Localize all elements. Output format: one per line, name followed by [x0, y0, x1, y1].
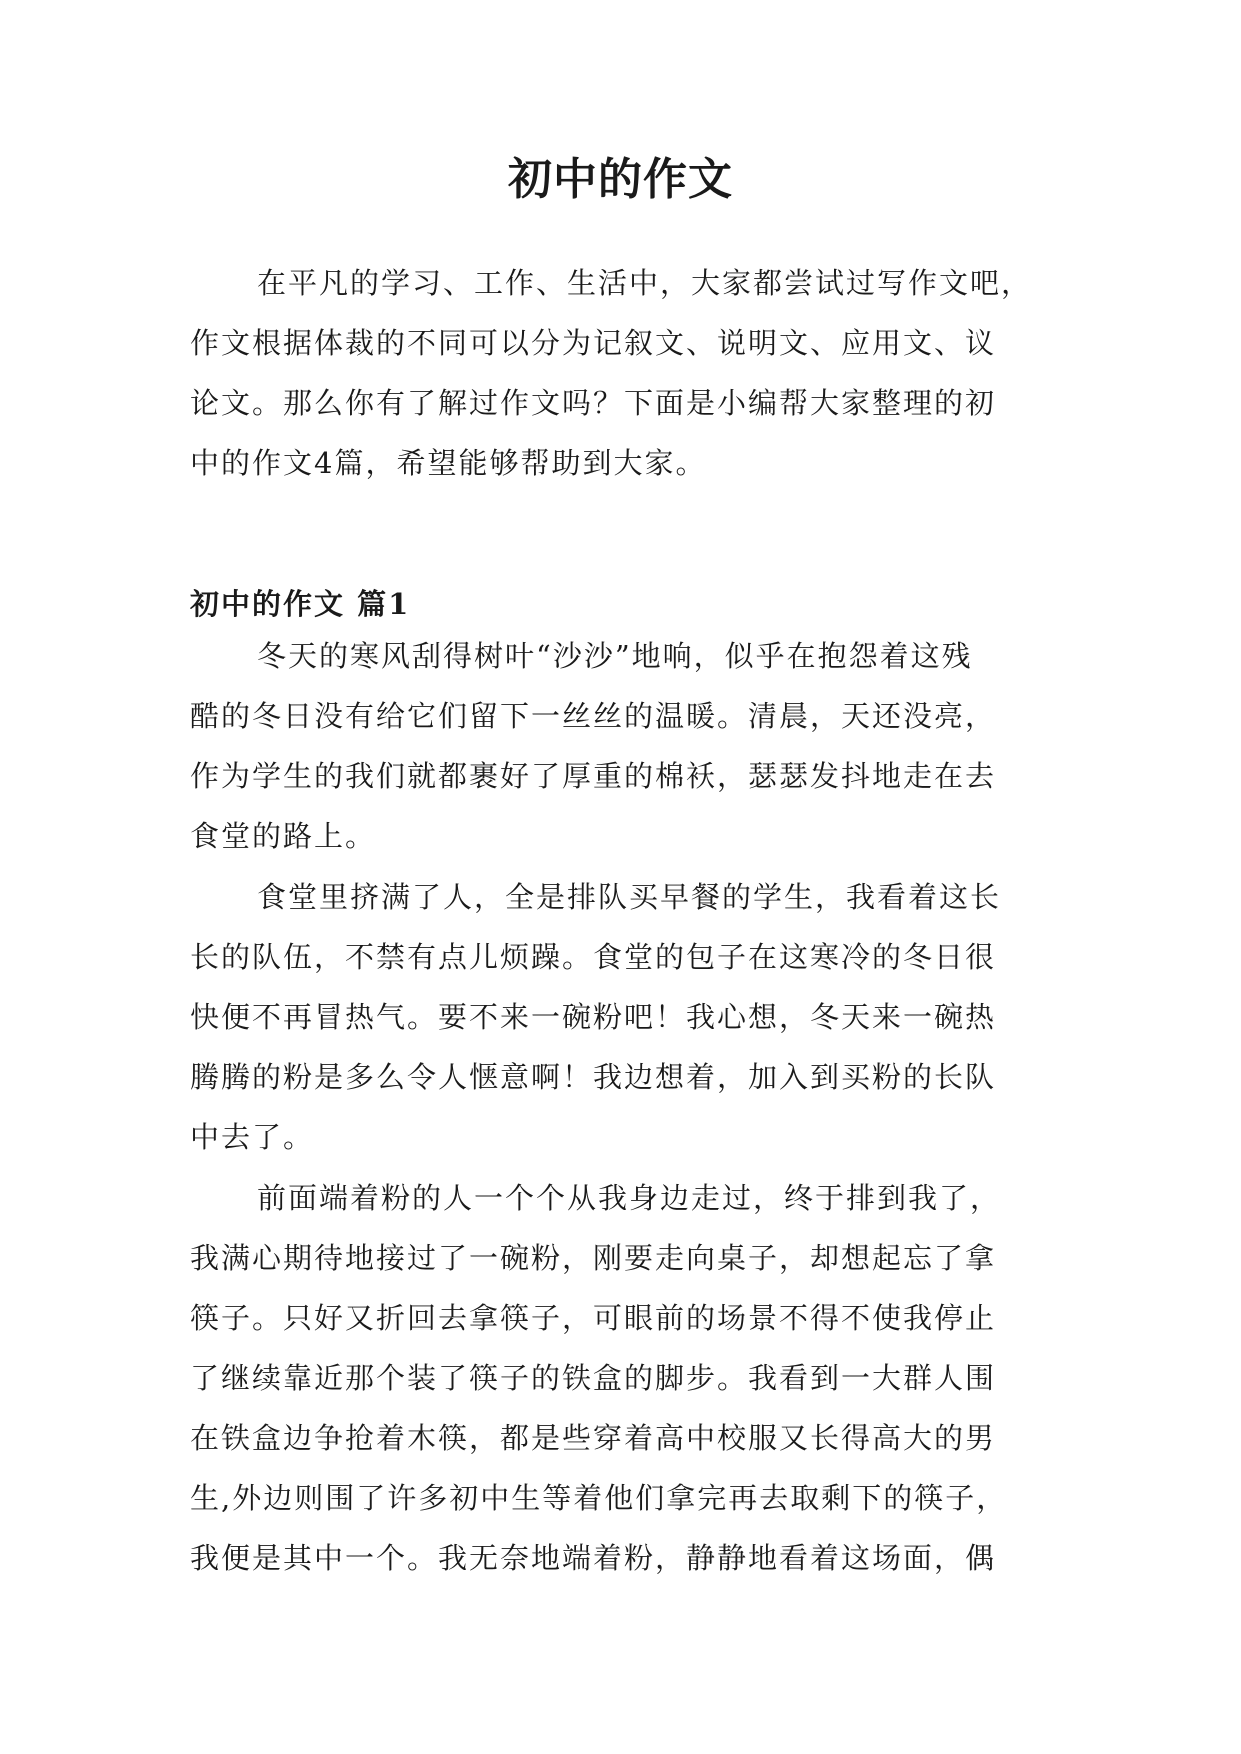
intro-line: 论文。那么你有了解过作文吗？下面是小编帮大家整理的初 — [190, 386, 997, 420]
paragraph-line: 快便不再冒热气。要不来一碗粉吧！我心想，冬天来一碗热 — [190, 1000, 997, 1034]
paragraph-line: 在铁盒边争抢着木筷，都是些穿着高中校服又长得高大的男 — [190, 1421, 997, 1455]
paragraph-line: 腾腾的粉是多么令人惬意啊！我边想着，加入到买粉的长队 — [190, 1060, 997, 1094]
intro-line: 在平凡的学习、工作、生活中，大家都尝试过写作文吧， — [257, 266, 1033, 300]
section-heading: 初中的作文 篇1 — [190, 587, 411, 621]
paragraph-line: 冬天的寒风刮得树叶“沙沙”地响，似乎在抱怨着这残 — [257, 639, 973, 673]
essay-paragraph-2 — [190, 867, 1050, 1167]
paragraph-line: 了继续靠近那个装了筷子的铁盒的脚步。我看到一大群人围 — [190, 1361, 997, 1395]
paragraph-line: 食堂里挤满了人，全是排队买早餐的学生，我看着这长 — [257, 880, 1002, 914]
intro-line: 中的作文4篇，希望能够帮助到大家。 — [190, 446, 707, 480]
document-title: 初中的作文 — [508, 154, 733, 205]
paragraph-line: 我满心期待地接过了一碗粉，刚要走向桌子，却想起忘了拿 — [190, 1241, 997, 1275]
paragraph-line: 生,外边则围了许多初中生等着他们拿完再去取剩下的筷子， — [190, 1481, 1008, 1515]
essay-paragraph-3 — [190, 1168, 1050, 1588]
paragraph-line: 酷的冬日没有给它们留下一丝丝的温暖。清晨，天还没亮， — [190, 699, 997, 733]
paragraph-line: 中去了。 — [190, 1120, 315, 1154]
paragraph-line: 作为学生的我们就都裹好了厚重的棉袄，瑟瑟发抖地走在去 — [190, 759, 997, 793]
intro-paragraph — [190, 253, 1050, 493]
essay-paragraph-1 — [190, 626, 1050, 866]
paragraph-line: 前面端着粉的人一个个从我身边走过，终于排到我了， — [257, 1181, 1002, 1215]
paragraph-line: 食堂的路上。 — [190, 819, 377, 853]
paragraph-line: 筷子。只好又折回去拿筷子，可眼前的场景不得不使我停止 — [190, 1301, 997, 1335]
paragraph-line: 长的队伍，不禁有点儿烦躁。食堂的包子在这寒冷的冬日很 — [190, 940, 997, 974]
intro-line: 作文根据体裁的不同可以分为记叙文、说明文、应用文、议 — [190, 326, 997, 360]
paragraph-line: 我便是其中一个。我无奈地端着粉，静静地看着这场面，偶 — [190, 1541, 997, 1575]
